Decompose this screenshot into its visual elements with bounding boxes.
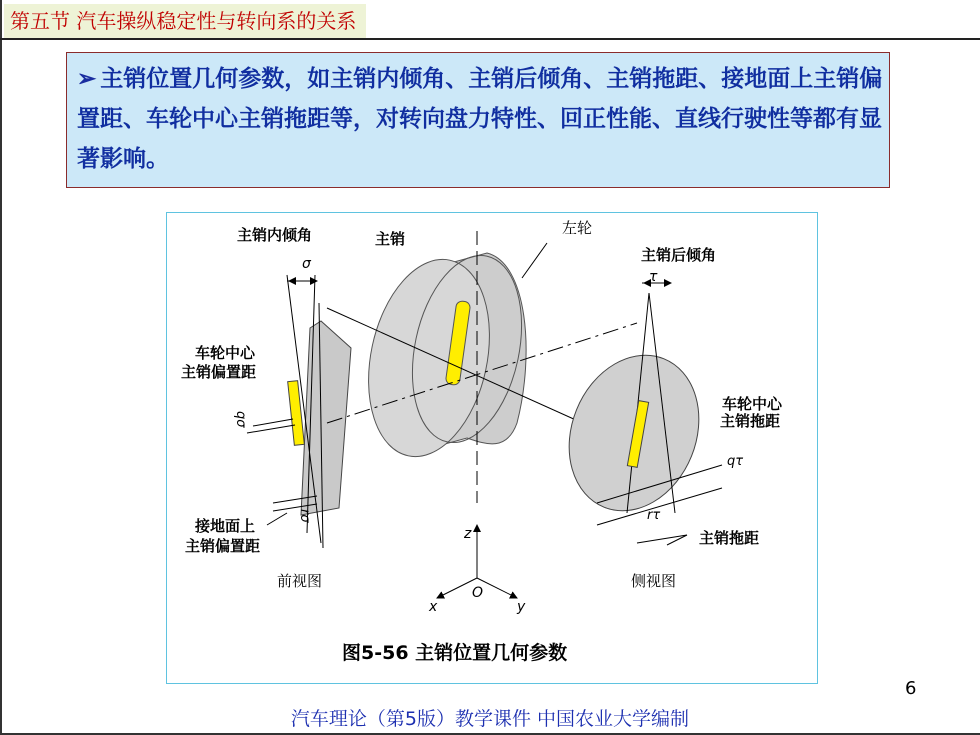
- label-r-tau: rτ: [647, 508, 661, 523]
- label-ground-offset-1: 接地面上: [195, 517, 256, 535]
- footer-text: 汽车理论（第5版）教学课件 中国农业大学编制: [290, 708, 690, 730]
- header-rule: [0, 38, 980, 40]
- label-wheel-center-trail-1: 车轮中心: [722, 395, 783, 413]
- label-axis-z: z: [464, 526, 472, 542]
- slide-frame-left: [0, 0, 2, 735]
- label-q-sigma: qσ: [233, 411, 248, 428]
- label-left-wheel: 左轮: [562, 219, 593, 237]
- figure-caption: 图5-56 主销位置几何参数: [342, 642, 568, 664]
- callout-box: [66, 52, 890, 188]
- label-trail: 主销拖距: [699, 529, 760, 547]
- label-wheel-center-trail-2: 主销拖距: [720, 412, 781, 430]
- arrow-bullet-icon: ➢: [77, 65, 97, 92]
- label-sigma: σ: [302, 256, 311, 272]
- label-caster-angle: 主销后倾角: [641, 246, 717, 264]
- section-title: 第五节 汽车操纵稳定性与转向系的关系: [4, 4, 366, 38]
- label-ground-offset-2: 主销偏置距: [185, 537, 261, 555]
- side-view-group: [547, 283, 722, 545]
- label-q-tau: qτ: [727, 454, 744, 469]
- label-tau: τ: [649, 269, 658, 285]
- label-side-view: 侧视图: [631, 572, 677, 590]
- label-origin: O: [472, 585, 484, 601]
- label-front-view: 前视图: [277, 572, 323, 590]
- label-r-sigma: rσ: [297, 509, 312, 523]
- page-number: 6: [905, 678, 917, 699]
- front-view-group: [247, 275, 351, 548]
- label-axis-x: x: [429, 599, 438, 615]
- label-axis-y: y: [517, 599, 526, 615]
- figure-kingpin-geometry: [166, 212, 818, 684]
- label-wheel-center-offset-2: 主销偏置距: [181, 363, 257, 381]
- callout-text: 主销位置几何参数，如主销内倾角、主销后倾角、主销拖距、接地面上主销偏置距、车轮中心主销拖距等，对转向盘力特性、回正性能、直线行驶性等都有显著影响。: [77, 65, 883, 172]
- label-wheel-center-offset-1: 车轮中心: [195, 344, 256, 362]
- label-kingpin: 主销: [375, 230, 406, 248]
- label-kingpin-inclination: 主销内倾角: [237, 226, 313, 244]
- kingpin-diagram: [167, 213, 817, 683]
